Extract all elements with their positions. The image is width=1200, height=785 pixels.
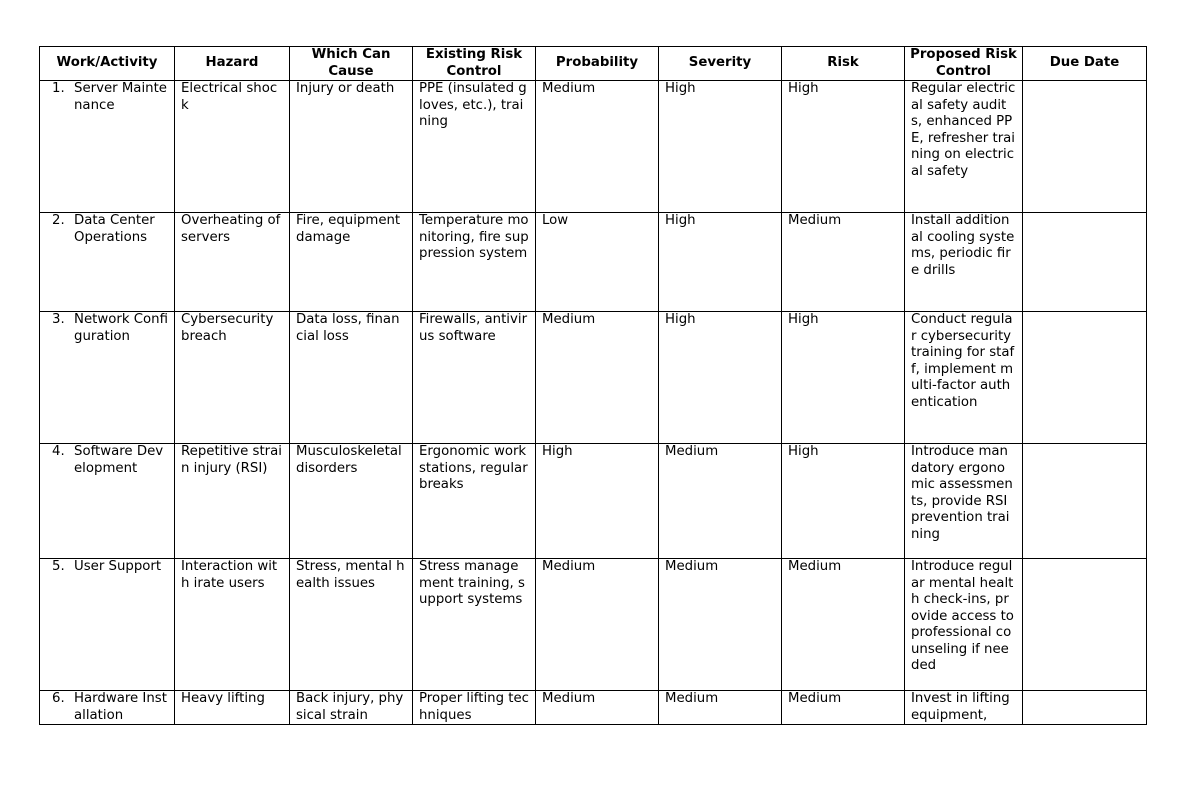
hazard-cell: Cybersecurity breach (175, 312, 290, 444)
activity-label: Data Center Operations (74, 213, 155, 245)
risk-cell: Medium (782, 559, 905, 691)
cause-cell: Fire, equipment damage (290, 213, 413, 312)
activity-cell (40, 312, 175, 444)
table-row (40, 312, 1147, 444)
probability-cell: High (536, 444, 659, 559)
row-number: 6. (52, 691, 65, 706)
due-date-cell (1023, 444, 1147, 559)
severity-cell: High (659, 213, 782, 312)
risk-cell: Medium (782, 213, 905, 312)
table-row (40, 691, 1147, 725)
existing-control-cell: Firewalls, antivirus software (413, 312, 536, 444)
activity-label: Software Development (74, 444, 164, 476)
cause-cell: Injury or death (290, 81, 413, 213)
severity-cell: High (659, 312, 782, 444)
activity-label: Server Maintenance (74, 81, 167, 113)
hazard-cell: Electrical shock (175, 81, 290, 213)
risk-assessment-table (39, 46, 1147, 725)
severity-cell: Medium (659, 559, 782, 691)
hazard-cell: Overheating of servers (175, 213, 290, 312)
existing-control-cell: PPE (insulated gloves, etc.), training (413, 81, 536, 213)
probability-cell: Medium (536, 312, 659, 444)
probability-cell: Low (536, 213, 659, 312)
table-header-row (40, 47, 1147, 81)
severity-cell: Medium (659, 691, 782, 725)
risk-cell: High (782, 444, 905, 559)
hazard-cell: Interaction with irate users (175, 559, 290, 691)
due-date-cell (1023, 559, 1147, 691)
activity-cell (40, 444, 175, 559)
header-due-date: Due Date (1023, 47, 1147, 81)
existing-control-cell: Proper lifting techniques (413, 691, 536, 725)
probability-cell: Medium (536, 559, 659, 691)
existing-control-cell: Stress management training, support systems (413, 559, 536, 691)
proposed-control-cell: Install additional cooling systems, periodic fire drills (905, 213, 1023, 312)
hazard-cell: Heavy lifting (175, 691, 290, 725)
activity-cell (40, 691, 175, 725)
proposed-control-cell: Introduce mandatory ergonomic assessments, provide RSI prevention training (905, 444, 1023, 559)
header-proposed-risk-control: Proposed Risk Control (905, 47, 1023, 81)
due-date-cell (1023, 691, 1147, 725)
table-row (40, 444, 1147, 559)
risk-cell: High (782, 312, 905, 444)
probability-cell: Medium (536, 691, 659, 725)
row-number: 5. (52, 559, 65, 574)
activity-label: User Support (74, 559, 162, 574)
table-row (40, 213, 1147, 312)
row-number: 4. (52, 444, 65, 459)
hazard-cell: Repetitive strain injury (RSI) (175, 444, 290, 559)
due-date-cell (1023, 213, 1147, 312)
header-existing-risk-control: Existing Risk Control (413, 47, 536, 81)
proposed-control-cell: Conduct regular cybersecurity training for staff, implement multi-factor authentication (905, 312, 1023, 444)
existing-control-cell: Temperature monitoring, fire suppression system (413, 213, 536, 312)
row-number: 2. (52, 213, 65, 228)
row-number: 3. (52, 312, 65, 327)
table-row (40, 559, 1147, 691)
header-which-can-cause: Which Can Cause (290, 47, 413, 81)
activity-label: Network Configuration (74, 312, 168, 344)
row-number: 1. (52, 81, 65, 96)
cause-cell: Data loss, financial loss (290, 312, 413, 444)
existing-control-cell: Ergonomic workstations, regular breaks (413, 444, 536, 559)
activity-label: Hardware Installation (74, 691, 167, 723)
due-date-cell (1023, 312, 1147, 444)
risk-cell: High (782, 81, 905, 213)
activity-cell (40, 559, 175, 691)
header-work-activity: Work/Activity (40, 47, 175, 81)
risk-cell: Medium (782, 691, 905, 725)
activity-cell (40, 81, 175, 213)
proposed-control-cell: Regular electrical safety audits, enhanced PPE, refresher training on electrical safety (905, 81, 1023, 213)
probability-cell: Medium (536, 81, 659, 213)
cause-cell: Musculoskeletal disorders (290, 444, 413, 559)
header-probability: Probability (536, 47, 659, 81)
severity-cell: Medium (659, 444, 782, 559)
due-date-cell (1023, 81, 1147, 213)
table-row (40, 81, 1147, 213)
proposed-control-cell: Introduce regular mental health check-ins, provide access to professional counseling if needed (905, 559, 1023, 691)
proposed-control-cell: Invest in lifting equipment, (905, 691, 1023, 725)
cause-cell: Stress, mental health issues (290, 559, 413, 691)
header-risk: Risk (782, 47, 905, 81)
severity-cell: High (659, 81, 782, 213)
header-severity: Severity (659, 47, 782, 81)
header-hazard: Hazard (175, 47, 290, 81)
cause-cell: Back injury, physical strain (290, 691, 413, 725)
activity-cell (40, 213, 175, 312)
